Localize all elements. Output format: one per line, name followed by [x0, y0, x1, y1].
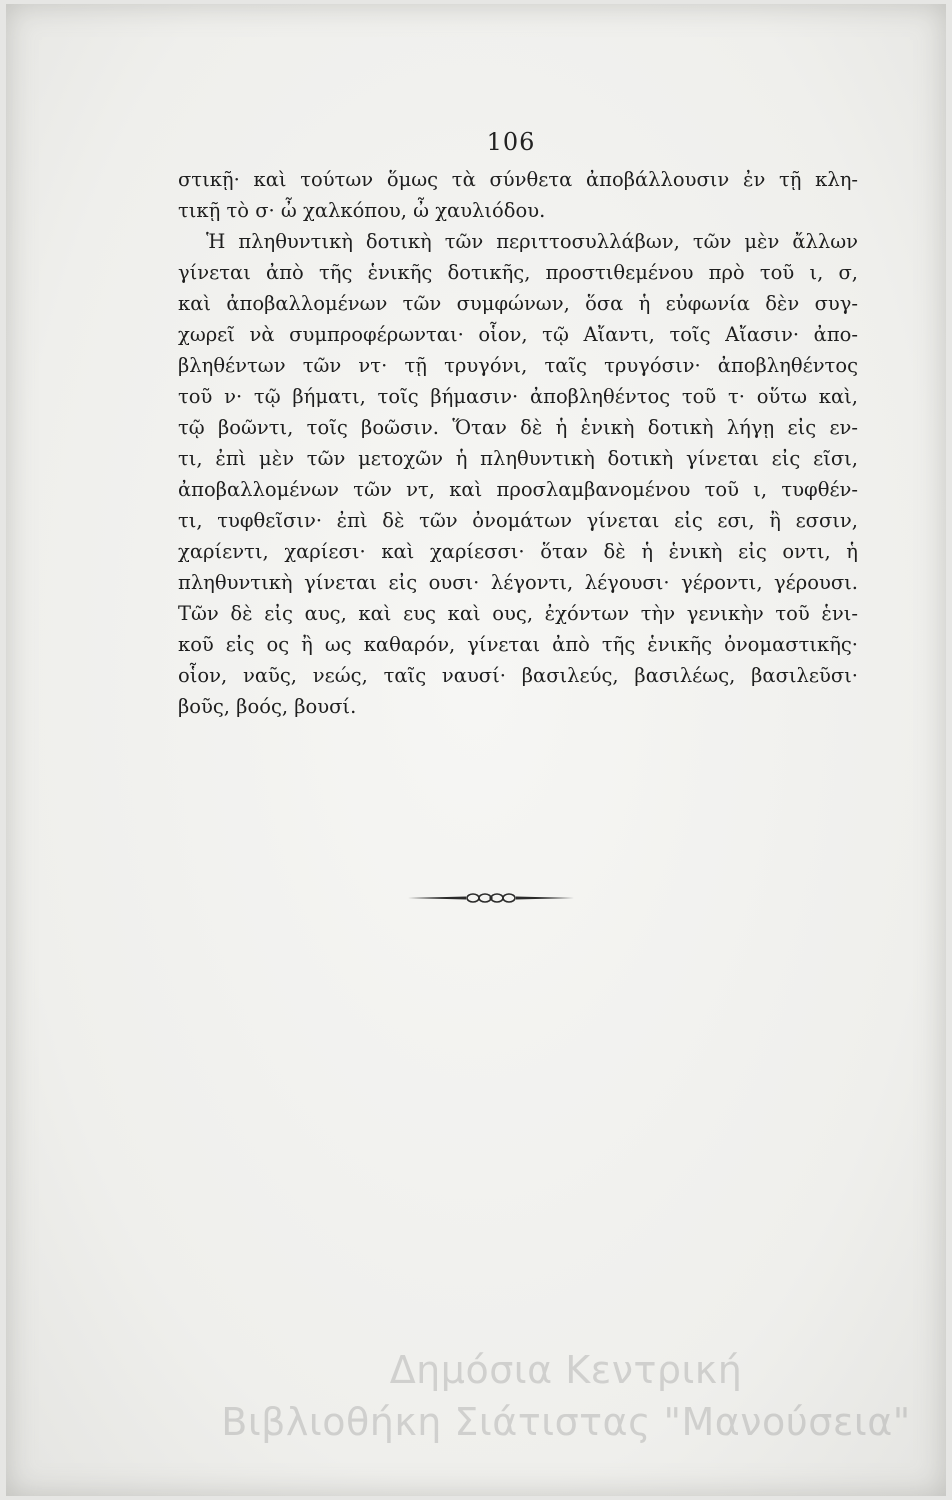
text-line: τικῇ τὸ σ· ὦ χαλκόπου, ὦ χαυλιόδου.	[178, 199, 546, 222]
text-line: τοῦ ν· τῷ βήματι, τοῖς βήμασιν· ἀποβληθέντος τοῦ τ· οὕτω καὶ,	[178, 385, 858, 408]
text-line: βοῦς, βοός, βουσί.	[178, 695, 357, 718]
text-line: τῷ βοῶντι, τοῖς βοῶσιν. Ὅταν δὲ ἡ ἑνικὴ δοτικὴ λήγῃ εἰς εν-	[178, 416, 858, 439]
text-line: χωρεῖ νὰ συμπροφέρωνται· οἷον, τῷ Αἴαντι, τοῖς Αἴασιν· ἀπο-	[178, 323, 858, 346]
text-line: τι, τυφθεῖσιν· ἐπὶ δὲ τῶν ὀνομάτων γίνεται εἰς εσι, ἢ εσσιν,	[178, 509, 858, 532]
text-line: γίνεται ἀπὸ τῆς ἑνικῆς δοτικῆς, προστιθεμένου πρὸ τοῦ ι, σ,	[178, 261, 858, 284]
text-line: κοῦ εἰς ος ἢ ως καθαρόν, γίνεται ἀπὸ τῆς ἑνικῆς ὀνομαστικῆς·	[178, 633, 858, 656]
text-line: βληθέντων τῶν ντ· τῇ τρυγόνι, ταῖς τρυγόσιν· ἀποβληθέντος	[178, 354, 858, 377]
text-line: πληθυντικὴ γίνεται εἰς ουσι· λέγοντι, λέγουσι· γέροντι, γέρουσι.	[178, 571, 858, 594]
text-line: οἷον, ναῦς, νεώς, ταῖς ναυσί· βασιλεύς, βασιλέως, βασιλεῦσι·	[178, 664, 858, 687]
library-watermark	[206, 1344, 926, 1448]
text-line: χαρίεντι, χαρίεσι· καὶ χαρίεσσι· ὅταν δὲ ἡ ἑνικὴ εἰς οντι, ἡ	[178, 540, 858, 563]
body-text	[178, 164, 858, 722]
decorative-flourish-icon	[406, 886, 576, 910]
watermark-line: Δημόσια Κεντρική	[389, 1348, 743, 1392]
text-line: Τῶν δὲ εἰς αυς, καὶ ευς καὶ ους, ἐχόντων τὴν γενικὴν τοῦ ἑνι-	[178, 602, 858, 625]
watermark-line: Βιβλιοθήκη Σιάτιστας "Μανούσεια"	[221, 1400, 911, 1444]
text-line: Ἡ πληθυντικὴ δοτικὴ τῶν περιττοσυλλάβων, τῶν μὲν ἄλλων	[206, 230, 858, 253]
book-page	[6, 4, 946, 1496]
text-line: στικῇ· καὶ τούτων ὅμως τὰ σύνθετα ἀποβάλλουσιν ἐν τῇ κλη-	[178, 168, 858, 191]
text-line: τι, ἐπὶ μὲν τῶν μετοχῶν ἡ πληθυντικὴ δοτικὴ γίνεται εἰς εῖσι,	[178, 447, 858, 470]
text-line: καὶ ἀποβαλλομένων τῶν συμφώνων, ὅσα ἡ εὐφωνία δὲν συγ-	[178, 292, 858, 315]
text-line: ἀποβαλλομένων τῶν ντ, καὶ προσλαμβανομένου τοῦ ι, τυφθέν-	[178, 478, 858, 501]
page-number: 106	[486, 128, 536, 156]
